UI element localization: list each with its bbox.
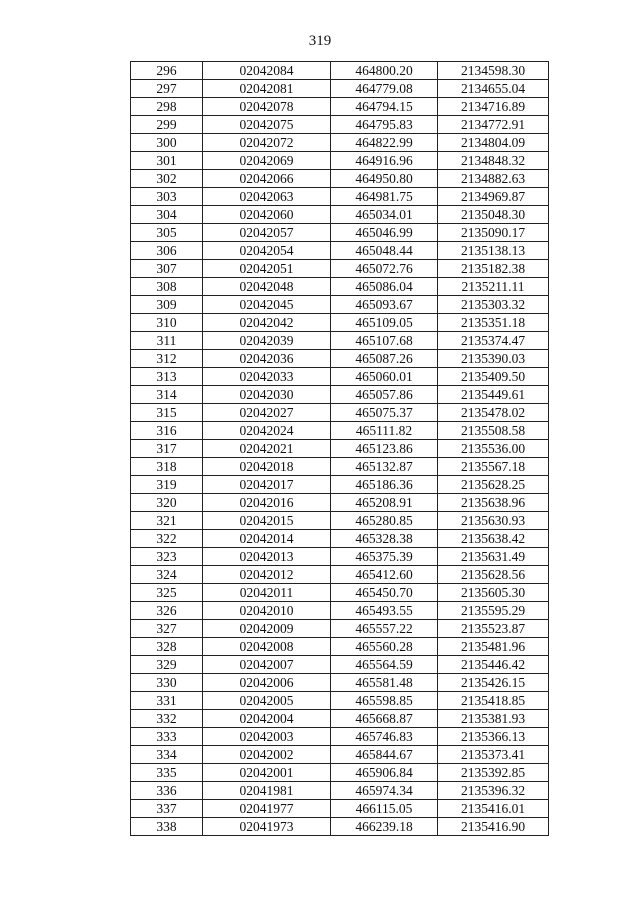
y-coordinate-cell: 2135536.00 [438,440,549,458]
row-index-cell: 303 [131,188,203,206]
point-code-cell: 02042016 [203,494,331,512]
row-index-cell: 328 [131,638,203,656]
x-coordinate-cell: 465107.68 [331,332,438,350]
row-index-cell: 302 [131,170,203,188]
point-code-cell: 02042072 [203,134,331,152]
point-code-cell: 02042045 [203,296,331,314]
y-coordinate-cell: 2134772.91 [438,116,549,134]
y-coordinate-cell: 2135638.42 [438,530,549,548]
row-index-cell: 318 [131,458,203,476]
y-coordinate-cell: 2135446.42 [438,656,549,674]
y-coordinate-cell: 2135138.13 [438,242,549,260]
y-coordinate-cell: 2135638.96 [438,494,549,512]
point-code-cell: 02042010 [203,602,331,620]
row-index-cell: 301 [131,152,203,170]
x-coordinate-cell: 465034.01 [331,206,438,224]
row-index-cell: 306 [131,242,203,260]
x-coordinate-cell: 465581.48 [331,674,438,692]
x-coordinate-cell: 465328.38 [331,530,438,548]
y-coordinate-cell: 2135567.18 [438,458,549,476]
table-row [131,746,549,764]
x-coordinate-cell: 464800.20 [331,62,438,80]
table-row [131,566,549,584]
x-coordinate-cell: 465844.67 [331,746,438,764]
row-index-cell: 313 [131,368,203,386]
x-coordinate-cell: 464794.15 [331,98,438,116]
row-index-cell: 305 [131,224,203,242]
x-coordinate-cell: 465123.86 [331,440,438,458]
row-index-cell: 325 [131,584,203,602]
point-code-cell: 02042069 [203,152,331,170]
row-index-cell: 326 [131,602,203,620]
row-index-cell: 316 [131,422,203,440]
x-coordinate-cell: 465060.01 [331,368,438,386]
point-code-cell: 02042009 [203,620,331,638]
row-index-cell: 319 [131,476,203,494]
point-code-cell: 02042051 [203,260,331,278]
y-coordinate-cell: 2134804.09 [438,134,549,152]
table-row [131,728,549,746]
x-coordinate-cell: 465087.26 [331,350,438,368]
table-body [131,62,549,836]
row-index-cell: 335 [131,764,203,782]
point-code-cell: 02042006 [203,674,331,692]
point-code-cell: 02042001 [203,764,331,782]
row-index-cell: 334 [131,746,203,764]
row-index-cell: 321 [131,512,203,530]
y-coordinate-cell: 2135605.30 [438,584,549,602]
table-row [131,134,549,152]
table-row [131,170,549,188]
table-row [131,152,549,170]
point-code-cell: 02042054 [203,242,331,260]
row-index-cell: 298 [131,98,203,116]
table-row [131,98,549,116]
y-coordinate-cell: 2134969.87 [438,188,549,206]
row-index-cell: 311 [131,332,203,350]
x-coordinate-cell: 466239.18 [331,818,438,836]
y-coordinate-cell: 2134598.30 [438,62,549,80]
row-index-cell: 331 [131,692,203,710]
row-index-cell: 320 [131,494,203,512]
x-coordinate-cell: 465046.99 [331,224,438,242]
table-row [131,692,549,710]
point-code-cell: 02042063 [203,188,331,206]
row-index-cell: 300 [131,134,203,152]
table-row [131,584,549,602]
x-coordinate-cell: 465450.70 [331,584,438,602]
y-coordinate-cell: 2135595.29 [438,602,549,620]
y-coordinate-cell: 2135630.93 [438,512,549,530]
table-row [131,242,549,260]
table-row [131,80,549,98]
y-coordinate-cell: 2135631.49 [438,548,549,566]
x-coordinate-cell: 465048.44 [331,242,438,260]
coordinates-table [130,61,549,836]
y-coordinate-cell: 2135416.90 [438,818,549,836]
table-row [131,422,549,440]
point-code-cell: 02042057 [203,224,331,242]
table-row [131,620,549,638]
y-coordinate-cell: 2135628.25 [438,476,549,494]
table-row [131,314,549,332]
table-row [131,332,549,350]
y-coordinate-cell: 2135523.87 [438,620,549,638]
point-code-cell: 02041981 [203,782,331,800]
row-index-cell: 333 [131,728,203,746]
point-code-cell: 02042021 [203,440,331,458]
y-coordinate-cell: 2135508.58 [438,422,549,440]
y-coordinate-cell: 2135628.56 [438,566,549,584]
table-row [131,350,549,368]
y-coordinate-cell: 2135449.61 [438,386,549,404]
x-coordinate-cell: 464795.83 [331,116,438,134]
row-index-cell: 330 [131,674,203,692]
table-row [131,278,549,296]
x-coordinate-cell: 464916.96 [331,152,438,170]
point-code-cell: 02042030 [203,386,331,404]
x-coordinate-cell: 465208.91 [331,494,438,512]
x-coordinate-cell: 464981.75 [331,188,438,206]
row-index-cell: 308 [131,278,203,296]
table-row [131,512,549,530]
point-code-cell: 02042027 [203,404,331,422]
x-coordinate-cell: 465057.86 [331,386,438,404]
point-code-cell: 02042011 [203,584,331,602]
y-coordinate-cell: 2135303.32 [438,296,549,314]
y-coordinate-cell: 2135392.85 [438,764,549,782]
y-coordinate-cell: 2135409.50 [438,368,549,386]
row-index-cell: 307 [131,260,203,278]
x-coordinate-cell: 465557.22 [331,620,438,638]
point-code-cell: 02042014 [203,530,331,548]
x-coordinate-cell: 465375.39 [331,548,438,566]
table-row [131,800,549,818]
x-coordinate-cell: 465906.84 [331,764,438,782]
y-coordinate-cell: 2135351.18 [438,314,549,332]
table-row [131,476,549,494]
point-code-cell: 02042084 [203,62,331,80]
table-row [131,62,549,80]
y-coordinate-cell: 2134882.63 [438,170,549,188]
x-coordinate-cell: 465668.87 [331,710,438,728]
row-index-cell: 324 [131,566,203,584]
x-coordinate-cell: 464950.80 [331,170,438,188]
point-code-cell: 02042081 [203,80,331,98]
x-coordinate-cell: 465412.60 [331,566,438,584]
x-coordinate-cell: 465132.87 [331,458,438,476]
row-index-cell: 332 [131,710,203,728]
row-index-cell: 322 [131,530,203,548]
x-coordinate-cell: 465186.36 [331,476,438,494]
row-index-cell: 297 [131,80,203,98]
y-coordinate-cell: 2135048.30 [438,206,549,224]
y-coordinate-cell: 2135390.03 [438,350,549,368]
point-code-cell: 02042033 [203,368,331,386]
point-code-cell: 02042036 [203,350,331,368]
y-coordinate-cell: 2135478.02 [438,404,549,422]
point-code-cell: 02041977 [203,800,331,818]
row-index-cell: 310 [131,314,203,332]
row-index-cell: 309 [131,296,203,314]
x-coordinate-cell: 465598.85 [331,692,438,710]
table-row [131,116,549,134]
table-row [131,260,549,278]
row-index-cell: 296 [131,62,203,80]
point-code-cell: 02042003 [203,728,331,746]
point-code-cell: 02041973 [203,818,331,836]
x-coordinate-cell: 466115.05 [331,800,438,818]
table-row [131,656,549,674]
y-coordinate-cell: 2135373.41 [438,746,549,764]
table-row [131,638,549,656]
x-coordinate-cell: 465072.76 [331,260,438,278]
table-row [131,386,549,404]
point-code-cell: 02042078 [203,98,331,116]
row-index-cell: 315 [131,404,203,422]
x-coordinate-cell: 465493.55 [331,602,438,620]
x-coordinate-cell: 465280.85 [331,512,438,530]
x-coordinate-cell: 465974.34 [331,782,438,800]
row-index-cell: 329 [131,656,203,674]
y-coordinate-cell: 2134848.32 [438,152,549,170]
y-coordinate-cell: 2135481.96 [438,638,549,656]
point-code-cell: 02042042 [203,314,331,332]
point-code-cell: 02042048 [203,278,331,296]
y-coordinate-cell: 2135416.01 [438,800,549,818]
row-index-cell: 337 [131,800,203,818]
x-coordinate-cell: 465109.05 [331,314,438,332]
y-coordinate-cell: 2134655.04 [438,80,549,98]
table-row [131,764,549,782]
table-row [131,602,549,620]
point-code-cell: 02042075 [203,116,331,134]
y-coordinate-cell: 2135381.93 [438,710,549,728]
point-code-cell: 02042007 [203,656,331,674]
point-code-cell: 02042066 [203,170,331,188]
x-coordinate-cell: 465111.82 [331,422,438,440]
x-coordinate-cell: 465746.83 [331,728,438,746]
point-code-cell: 02042002 [203,746,331,764]
row-index-cell: 317 [131,440,203,458]
point-code-cell: 02042017 [203,476,331,494]
x-coordinate-cell: 465093.67 [331,296,438,314]
point-code-cell: 02042008 [203,638,331,656]
table-row [131,818,549,836]
page-number: 319 [308,33,332,49]
table-row [131,224,549,242]
point-code-cell: 02042004 [203,710,331,728]
x-coordinate-cell: 465560.28 [331,638,438,656]
row-index-cell: 327 [131,620,203,638]
table-row [131,530,549,548]
y-coordinate-cell: 2135090.17 [438,224,549,242]
x-coordinate-cell: 465075.37 [331,404,438,422]
x-coordinate-cell: 465564.59 [331,656,438,674]
table-row [131,440,549,458]
table-row [131,782,549,800]
table-row [131,458,549,476]
point-code-cell: 02042018 [203,458,331,476]
y-coordinate-cell: 2134716.89 [438,98,549,116]
y-coordinate-cell: 2135426.15 [438,674,549,692]
y-coordinate-cell: 2135396.32 [438,782,549,800]
row-index-cell: 299 [131,116,203,134]
row-index-cell: 336 [131,782,203,800]
table-row [131,494,549,512]
row-index-cell: 338 [131,818,203,836]
table-row [131,710,549,728]
point-code-cell: 02042005 [203,692,331,710]
row-index-cell: 304 [131,206,203,224]
table-row [131,206,549,224]
y-coordinate-cell: 2135418.85 [438,692,549,710]
y-coordinate-cell: 2135211.11 [438,278,549,296]
point-code-cell: 02042015 [203,512,331,530]
row-index-cell: 312 [131,350,203,368]
point-code-cell: 02042039 [203,332,331,350]
row-index-cell: 314 [131,386,203,404]
table-row [131,296,549,314]
table-row [131,674,549,692]
y-coordinate-cell: 2135374.47 [438,332,549,350]
table-row [131,404,549,422]
point-code-cell: 02042024 [203,422,331,440]
x-coordinate-cell: 464779.08 [331,80,438,98]
point-code-cell: 02042012 [203,566,331,584]
row-index-cell: 323 [131,548,203,566]
table-row [131,188,549,206]
x-coordinate-cell: 464822.99 [331,134,438,152]
point-code-cell: 02042013 [203,548,331,566]
y-coordinate-cell: 2135182.38 [438,260,549,278]
x-coordinate-cell: 465086.04 [331,278,438,296]
y-coordinate-cell: 2135366.13 [438,728,549,746]
table-row [131,548,549,566]
point-code-cell: 02042060 [203,206,331,224]
table-row [131,368,549,386]
